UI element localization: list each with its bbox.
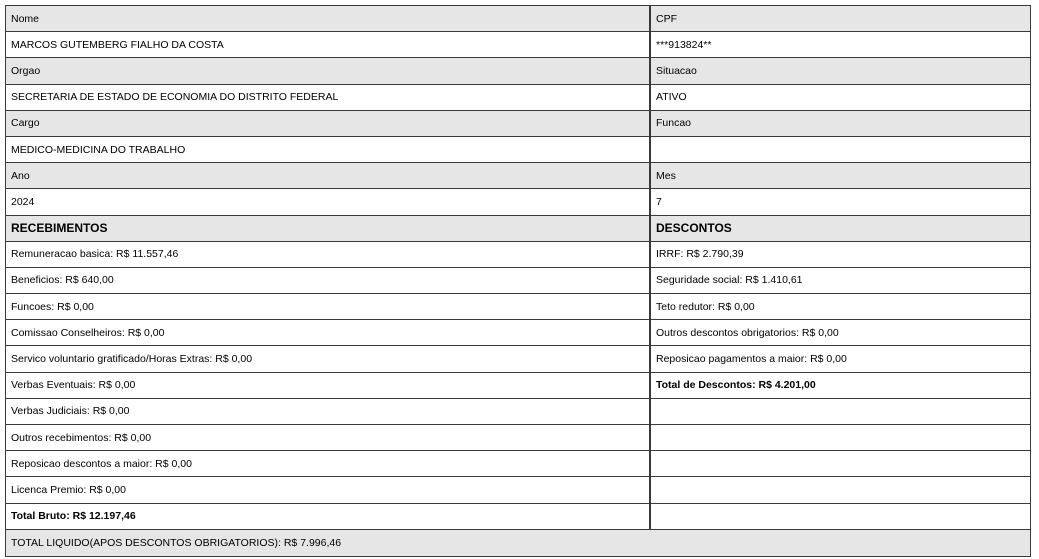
orgao-value: SECRETARIA DE ESTADO DE ECONOMIA DO DISTRITO FEDERAL (6, 85, 651, 110)
total-liquido: TOTAL LIQUIDO(APOS DESCONTOS OBRIGATORIOS): R$ 7.996,46 (11, 536, 342, 549)
payslip-table (5, 5, 1031, 557)
empty-cell (651, 399, 1030, 424)
recebimento-item: Comissao Conselheiros: R$ 0,00 (6, 320, 651, 345)
recebimento-item: Reposicao descontos a maior: R$ 0,00 (6, 451, 651, 476)
header-row-orgao-situacao (6, 58, 1030, 84)
table-row (6, 242, 1030, 268)
desconto-item: Reposicao pagamentos a maior: R$ 0,00 (656, 353, 847, 366)
recebimentos-title: RECEBIMENTOS (6, 216, 651, 241)
value-row-orgao-situacao (6, 85, 1030, 111)
desconto-item: Teto redutor: R$ 0,00 (656, 300, 755, 313)
recebimento-item: Verbas Eventuais: R$ 0,00 (6, 373, 651, 398)
header-row-nome-cpf (6, 6, 1030, 32)
cpf-label: CPF (656, 12, 677, 25)
desconto-item: IRRF: R$ 2.790,39 (656, 248, 744, 261)
nome-label: Nome (6, 6, 651, 31)
recebimento-item: Outros recebimentos: R$ 0,00 (6, 425, 651, 450)
empty-cell (651, 477, 1030, 502)
table-row (6, 425, 1030, 451)
recebimento-item: Licenca Premio: R$ 0,00 (6, 477, 651, 502)
recebimento-item: Servico voluntario gratificado/Horas Extras: R$ 0,00 (6, 346, 651, 371)
recebimento-item: Beneficios: R$ 640,00 (6, 268, 651, 293)
header-row-ano-mes (6, 163, 1030, 189)
cargo-label: Cargo (6, 111, 651, 136)
recebimento-item: Verbas Judiciais: R$ 0,00 (6, 399, 651, 424)
cpf-value: ***913824** (656, 38, 712, 51)
recebimento-item: Remuneracao basica: R$ 11.557,46 (6, 242, 651, 267)
value-row-ano-mes (6, 189, 1030, 215)
table-row (6, 477, 1030, 503)
descontos-total: Total de Descontos: R$ 4.201,00 (656, 379, 816, 392)
table-row (6, 320, 1030, 346)
descontos-title: DESCONTOS (656, 221, 732, 236)
situacao-value: ATIVO (656, 91, 687, 104)
value-row-cargo-funcao (6, 137, 1030, 163)
empty-cell (651, 451, 1030, 476)
recebimento-item: Funcoes: R$ 0,00 (6, 294, 651, 319)
nome-value: MARCOS GUTEMBERG FIALHO DA COSTA (6, 32, 651, 57)
ano-label: Ano (6, 163, 651, 188)
table-row (6, 373, 1030, 399)
table-row (6, 399, 1030, 425)
desconto-item: Seguridade social: R$ 1.410,61 (656, 274, 803, 287)
table-row (6, 346, 1030, 372)
liquido-row (6, 530, 1030, 556)
table-row (6, 504, 1030, 530)
value-row-nome-cpf (6, 32, 1030, 58)
orgao-label: Orgao (6, 58, 651, 83)
recebimentos-total: Total Bruto: R$ 12.197,46 (6, 504, 651, 529)
table-row (6, 294, 1030, 320)
situacao-label: Situacao (656, 64, 697, 77)
section-header-row (6, 216, 1030, 242)
mes-label: Mes (656, 169, 676, 182)
table-row (6, 268, 1030, 294)
mes-value: 7 (656, 195, 662, 208)
empty-cell (651, 504, 1030, 529)
cargo-value: MEDICO-MEDICINA DO TRABALHO (6, 137, 651, 162)
funcao-value (651, 137, 1030, 162)
ano-value: 2024 (6, 189, 651, 214)
desconto-item: Outros descontos obrigatorios: R$ 0,00 (656, 326, 839, 339)
empty-cell (651, 425, 1030, 450)
funcao-label: Funcao (656, 117, 692, 130)
header-row-cargo-funcao (6, 111, 1030, 137)
table-row (6, 451, 1030, 477)
